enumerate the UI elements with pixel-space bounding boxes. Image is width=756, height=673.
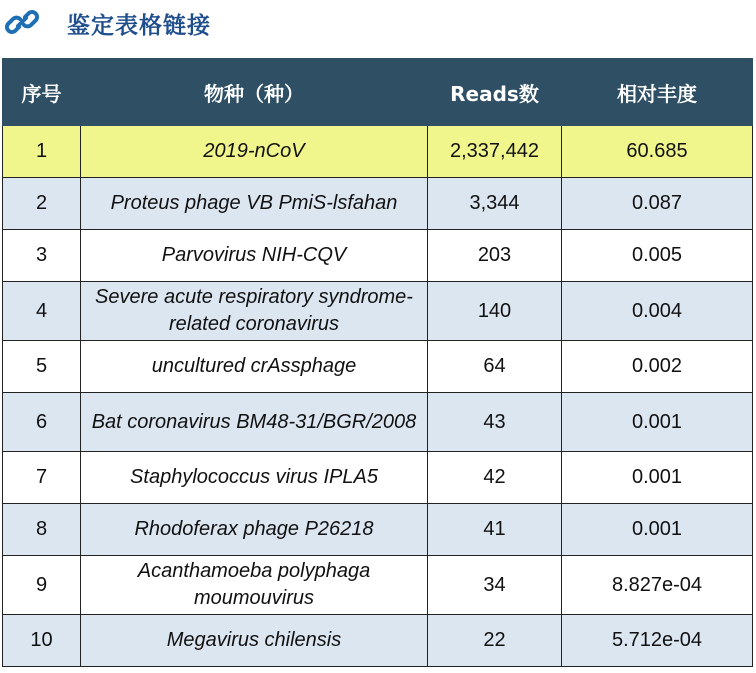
header-index: 序号 [3,59,81,126]
row-species: Rhodoferax phage P26218 [81,504,428,556]
table-row [3,341,753,393]
row-species: Proteus phage VB PmiS-lsfahan [81,178,428,230]
row-species: Parvovirus NIH-CQV [81,230,428,282]
row-reads: 34 [428,556,562,615]
row-reads: 203 [428,230,562,282]
table-row [3,393,753,452]
row-index: 8 [3,504,81,556]
row-reads: 3,344 [428,178,562,230]
row-index: 1 [3,126,81,178]
row-reads: 22 [428,615,562,667]
row-reads: 41 [428,504,562,556]
row-species: Bat coronavirus BM48-31/BGR/2008 [81,393,428,452]
row-abundance: 0.001 [562,504,753,556]
table-header-row [3,59,753,126]
table-row [3,178,753,230]
row-abundance: 0.004 [562,282,753,341]
row-abundance: 8.827e-04 [562,556,753,615]
header-abundance: 相对丰度 [562,59,753,126]
row-index: 9 [3,556,81,615]
row-index: 7 [3,452,81,504]
row-abundance: 0.001 [562,393,753,452]
row-species: Staphylococcus virus IPLA5 [81,452,428,504]
row-abundance: 0.001 [562,452,753,504]
row-species: Megavirus chilensis [81,615,428,667]
row-species: uncultured crAssphage [81,341,428,393]
row-abundance: 0.005 [562,230,753,282]
row-index: 4 [3,282,81,341]
row-index: 5 [3,341,81,393]
table-row [3,126,753,178]
table-row [3,504,753,556]
row-index: 2 [3,178,81,230]
row-reads: 140 [428,282,562,341]
table-row [3,230,753,282]
row-abundance: 5.712e-04 [562,615,753,667]
row-reads: 43 [428,393,562,452]
identification-table [2,58,753,667]
table-row [3,452,753,504]
table-row [3,615,753,667]
row-species: Acanthamoeba polyphaga moumouvirus [81,556,428,615]
row-species: Severe acute respiratory syndrome-related coronavirus [81,282,428,341]
row-species: 2019-nCoV [81,126,428,178]
row-reads: 42 [428,452,562,504]
row-abundance: 60.685 [562,126,753,178]
header-species: 物种（种） [81,59,428,126]
row-reads: 2,337,442 [428,126,562,178]
row-index: 6 [3,393,81,452]
row-reads: 64 [428,341,562,393]
row-index: 3 [3,230,81,282]
table-row [3,282,753,341]
page-title: 鉴定表格链接 [67,13,211,39]
row-abundance: 0.087 [562,178,753,230]
table-row [3,556,753,615]
title-bar [0,0,756,48]
header-reads: Reads数 [428,59,562,126]
row-abundance: 0.002 [562,341,753,393]
row-index: 10 [3,615,81,667]
